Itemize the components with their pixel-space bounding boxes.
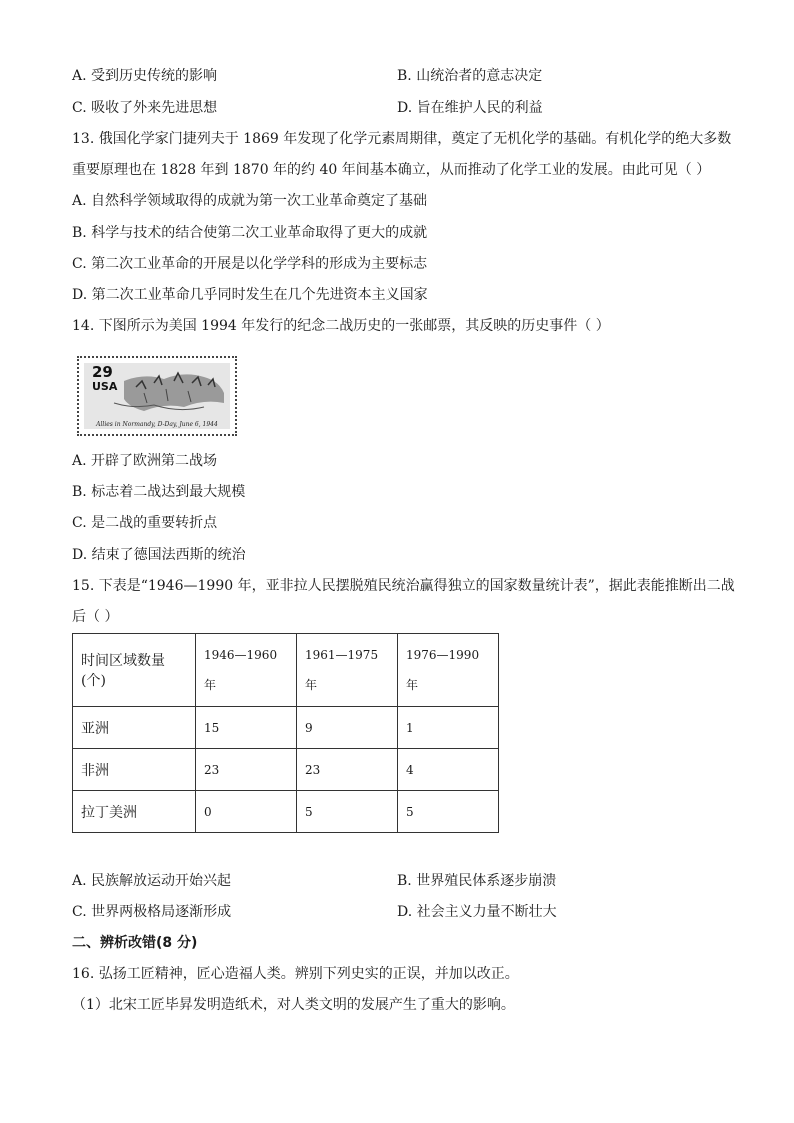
q15-stem-line2: 后（ ） [72, 609, 119, 625]
table-row [73, 791, 499, 833]
section-title: 二、辨析改错(8 分) [72, 935, 198, 951]
period-range: 1946—1960 [204, 648, 278, 662]
dday-stamp-image [77, 356, 237, 436]
period-unit: 年 [305, 678, 318, 692]
q12-option-a: A. 受到历史传统的影响 [72, 68, 218, 84]
q12-option-c: C. 吸收了外来先进思想 [72, 100, 218, 116]
table-cell: 15 [196, 707, 297, 749]
q15-stem-line1: 15. 下表是“1946—1990 年，亚非拉人民摆脱殖民统治赢得独立的国家数量统计表”，据此表能推断出二战 [72, 578, 735, 594]
row-region: 拉丁美洲 [73, 791, 196, 833]
table-period-header [398, 634, 499, 707]
q13-option-a: A. 自然科学领域取得的成就为第一次工业革命奠定了基础 [72, 193, 428, 209]
q16-stem: 16. 弘扬工匠精神，匠心造福人类。辨别下列史实的正误，并加以改正。 [72, 966, 519, 982]
period-range: 1961—1975 [305, 648, 379, 662]
q13-option-c: C. 第二次工业革命的开展是以化学学科的形成为主要标志 [72, 256, 428, 272]
table-corner-header: 时间区域数量(个) [73, 634, 196, 707]
table-row [73, 707, 499, 749]
q15-option-a: A. 民族解放运动开始兴起 [72, 873, 232, 889]
q12-option-b: B. 山统治者的意志决定 [397, 68, 543, 84]
q14-option-d: D. 结束了德国法西斯的统治 [72, 547, 246, 563]
table-period-header [297, 634, 398, 707]
period-unit: 年 [204, 678, 217, 692]
stamp-country: USA [92, 380, 118, 393]
period-range: 1976—1990 [406, 648, 480, 662]
q13-option-b: B. 科学与技术的结合使第二次工业革命取得了更大的成就 [72, 225, 428, 241]
period-unit: 年 [406, 678, 419, 692]
stamp-caption: Allies in Normandy, D-Day, June 6, 1944 [96, 421, 218, 428]
table-cell: 9 [297, 707, 398, 749]
table-cell: 4 [398, 749, 499, 791]
q14-option-c: C. 是二战的重要转折点 [72, 515, 218, 531]
table-cell: 1 [398, 707, 499, 749]
q14-option-a: A. 开辟了欧洲第二战场 [72, 453, 218, 469]
row-region: 亚洲 [73, 707, 196, 749]
table-cell: 5 [398, 791, 499, 833]
q15-option-c: C. 世界两极格局逐渐形成 [72, 904, 232, 920]
table-cell: 0 [196, 791, 297, 833]
q13-stem-line1: 13. 俄国化学家门捷列夫于 1869 年发现了化学元素周期律，奠定了无机化学的基础。有机化学的绝大多数 [72, 131, 732, 147]
q12-option-d: D. 旨在维护人民的利益 [397, 100, 543, 116]
independence-table [72, 633, 499, 833]
q13-stem-line2: 重要原理也在 1828 年到 1870 年的约 40 年间基本确立，从而推动了化学工业的发展。由此可见（ ） [72, 162, 711, 178]
table-period-header [196, 634, 297, 707]
row-region: 非洲 [73, 749, 196, 791]
stamp-value: 29 [92, 363, 113, 381]
q13-option-d: D. 第二次工业革命几乎同时发生在几个先进资本主义国家 [72, 287, 428, 303]
q15-option-d: D. 社会主义力量不断壮大 [397, 904, 557, 920]
q15-option-b: B. 世界殖民体系逐步崩溃 [397, 873, 557, 889]
q16-item-1: （1）北宋工匠毕昇发明造纸术，对人类文明的发展产生了重大的影响。 [72, 997, 515, 1013]
q14-option-b: B. 标志着二战达到最大规模 [72, 484, 246, 500]
table-cell: 23 [297, 749, 398, 791]
table-cell: 5 [297, 791, 398, 833]
q14-stem: 14. 下图所示为美国 1994 年发行的纪念二战历史的一张邮票，其反映的历史事件（ ） [72, 318, 610, 334]
table-row [73, 749, 499, 791]
table-cell: 23 [196, 749, 297, 791]
